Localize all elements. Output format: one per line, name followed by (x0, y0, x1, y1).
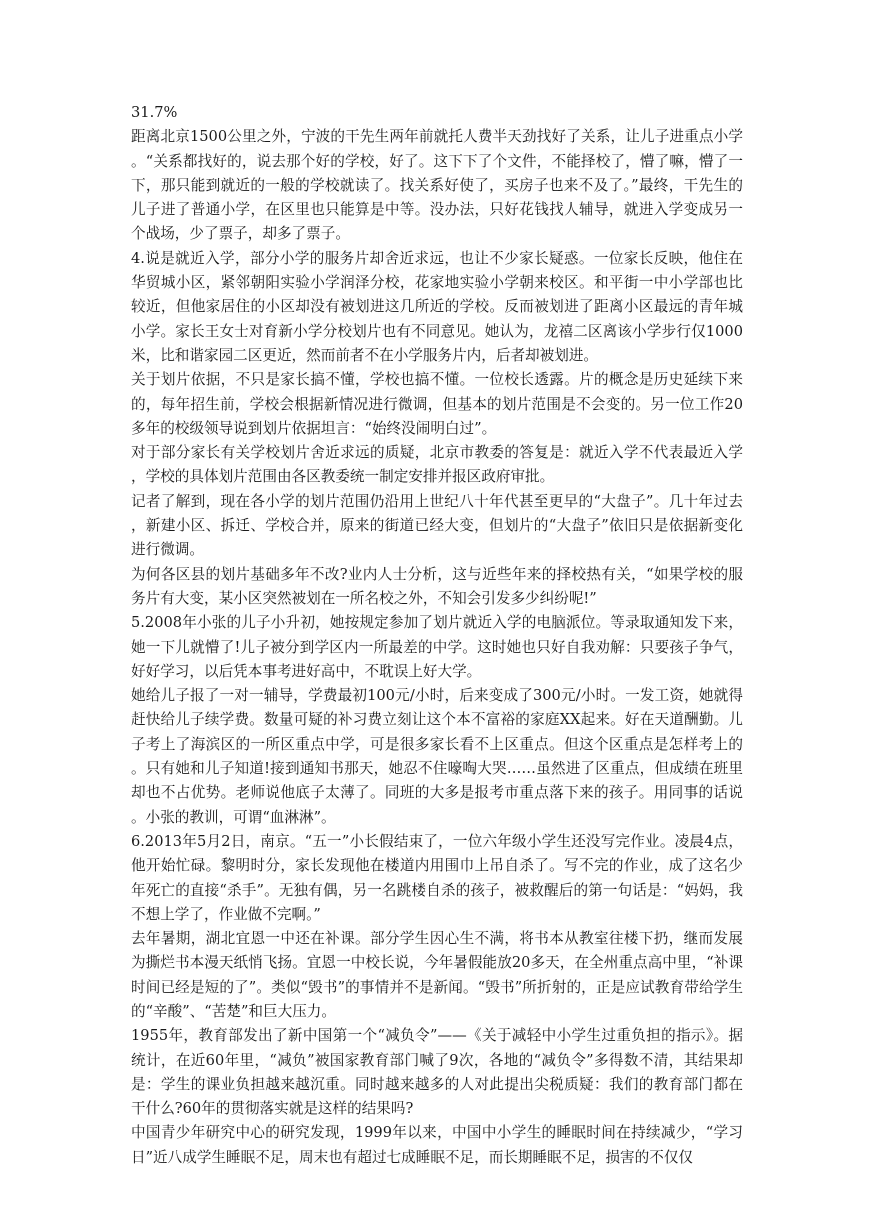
paragraph-7: 5.2008年小张的儿子小升初，她按规定参加了划片就近入学的电脑派位。等录取通知发下来，她一下儿就懵了!儿子被分到学区内一所最差的中学。这时她也只好自我劝解：只要孩子争气，好好学习，以后凭本事考进好高中，不耽误上好大学。 (131, 614, 743, 680)
paragraph-5: 记者了解到，现在各小学的划片范围仍沿用上世纪八十年代甚至更早的“大盘子”。几十年过去，新建小区、拆迁、学校合并，原来的街道已经大变，但划片的“大盘子”依旧只是依据新变化进行微调。 (131, 492, 743, 559)
paragraph-1: 距离北京1500公里之外，宁波的干先生两年前就托人费半天劲找好了关系，让儿子进重点小学。“关系都找好的，说去那个好的学校，好了。这下下了个文件，不能择校了，懵了嘛，懵了一下，那只能到就近的一般的学校就读了。找关系好使了，买房子也来不及了。”最终，干先生的儿子进了普通小学，在区里也只能算是中等。没办法，只好花钱找人辅导，就进入学变成另一个战场，少了票子，却多了票子。 (131, 128, 743, 243)
paragraph-8: 她给儿子报了一对一辅导，学费最初100元/小时，后来变成了300元/小时。一发工资，她就得赶快给儿子续学费。数量可疑的补习费立刻让这个本不富裕的家庭XX起来。好在天道酬勤。儿子考上了海滨区的一所区重点中学，可是很多家长看不上区重点。但这个区重点是怎样考上的。只有她和儿子知道!接到通知书那天，她忍不住嚎啕大哭……虽然进了区重点，但成绩在班里却也不占优势。老师说他底子太薄了。同班的大多是报考市重点落下来的孩子。用同事的话说。小张的教训，可谓“血淋淋”。 (131, 687, 743, 826)
document-page (131, 101, 743, 1170)
paragraph-9: 6.2013年5月2日，南京。“五一”小长假结束了，一位六年级小学生还没写完作业。凌晨4点，他开始忙碌。黎明时分，家长发现他在楼道内用围巾上吊自杀了。写不完的作业，成了这名少年死亡的直接“杀手”。无独有偶，另一名跳楼自杀的孩子，被救醒后的第一句话是：“妈妈，我不想上学了，作业做不完啊。” (131, 832, 743, 923)
paragraph-6: 为何各区县的划片基础多年不改?业内人士分析，这与近些年来的择校热有关，“如果学校的服务片有大变，某小区突然被划在一所名校之外，不知会引发多少纠纷呢!” (131, 565, 743, 607)
paragraph-2: 4.说是就近入学，部分小学的服务片却舍近求远，也让不少家长疑惑。一位家长反映，他住在华贸城小区，紧邻朝阳实验小学润泽分校，花家地实验小学朝来校区。和平街一中小学部也比较近，但他家居住的小区却没有被划进这几所近的学校。反而被划进了距离小区最远的青年城小学。家长王女士对育新小学分校划片也有不同意见。她认为，龙禧二区离该小学步行仅1000米，比和谐家园二区更近，然而前者不在小学服务片内，后者却被划进。 (131, 249, 743, 364)
paragraph-3: 关于划片依据，不只是家长搞不懂，学校也搞不懂。一位校长透露。片的概念是历史延续下来的，每年招生前，学校会根据新情况进行微调，但基本的划片范围是不会变的。另一位工作20多年的校级领导说到划片依据坦言：“始终没闹明白过”。 (131, 371, 743, 437)
paragraph-12: 中国青少年研究中心的研究发现，1999年以来，中国中小学生的睡眠时间在持续减少，“学习日”近八成学生睡眠不足，周末也有超过七成睡眠不足，而长期睡眠不足，损害的不仅仅 (131, 1124, 743, 1166)
paragraph-0: 31.7% (131, 104, 178, 121)
paragraph-11: 1955年，教育部发出了新中国第一个“减负令”——《关于减轻中小学生过重负担的指示》。据统计，在近60年里，“减负”被国家教育部门喊了9次，各地的“减负令”多得数不清，其结果却是：学生的课业负担越来越沉重。同时越来越多的人对此提出尖税质疑：我们的教育部门都在干什么?60年的贯彻落实就是这样的结果吗? (131, 1027, 743, 1118)
paragraph-4: 对于部分家长有关学校划片舍近求远的质疑，北京市教委的答复是：就近入学不代表最近入学，学校的具体划片范围由各区教委统一制定安排并报区政府审批。 (131, 444, 743, 486)
paragraph-10: 去年暑期，湖北宜恩一中还在补课。部分学生因心生不满，将书本从教室往楼下扔，继而发展为撕烂书本漫天纸悄飞扬。宜恩一中校长说，今年暑假能放20多天，在全州重点高中里，“补课时间已经是短的了”。类似“毁书”的事情并不是新闻。“毁书”所折射的，正是应试教育带给学生的“辛酸”、“苦楚”和巨大压力。 (131, 930, 743, 1020)
